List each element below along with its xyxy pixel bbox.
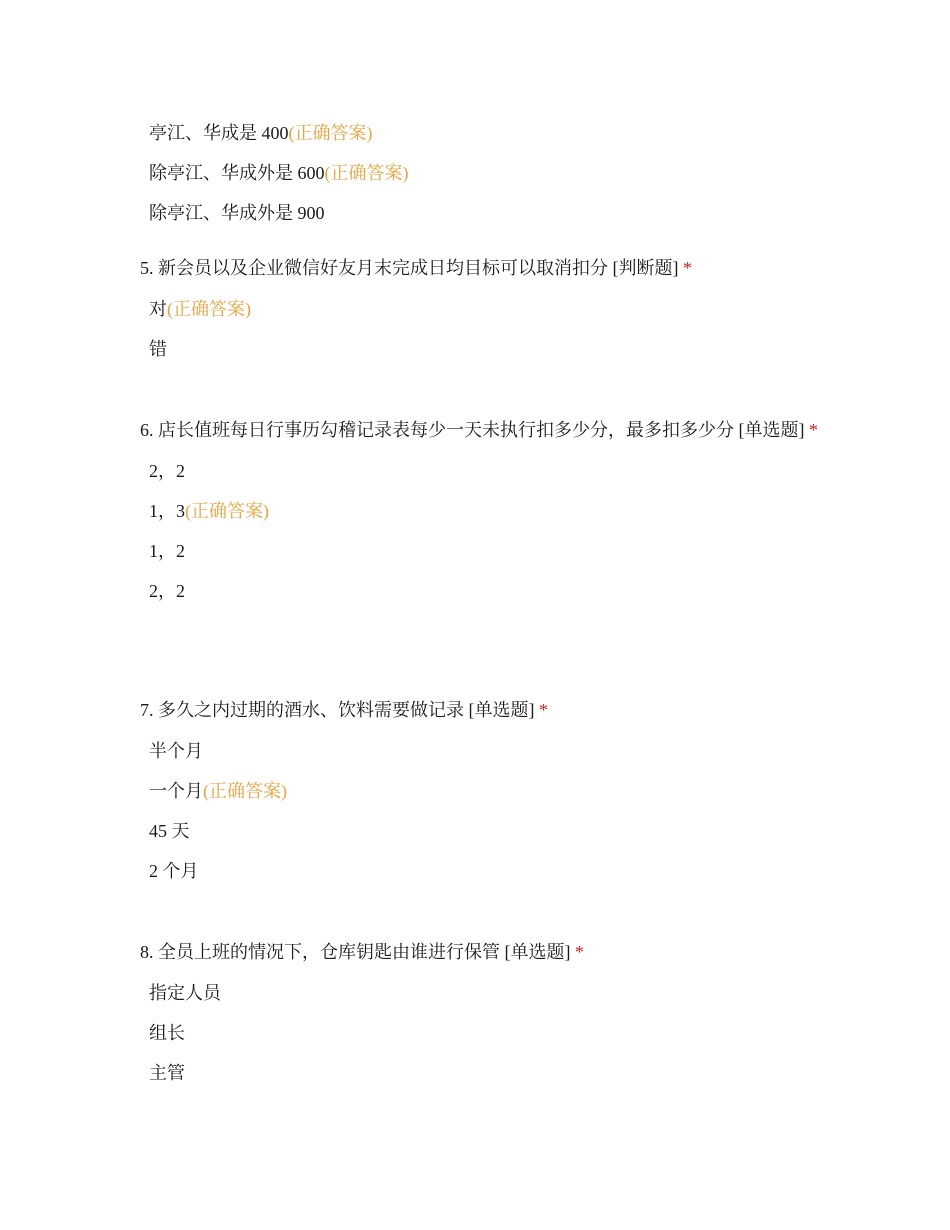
option-item [149,737,820,777]
option-item [149,537,820,577]
option-item [149,295,820,335]
question-title-text: 7. 多久之内过期的酒水、饮料需要做记录 [单选题] [140,700,535,720]
question-options [149,457,820,617]
option-item [149,119,409,159]
option-text: 亭江、华成是 400 [149,123,289,143]
option-item [149,857,820,897]
correct-answer-tag: (正确答案) [288,123,373,143]
option-text: 2，2 [149,461,185,481]
question-title-text: 5. 新会员以及企业微信好友月末完成日均目标可以取消扣分 [判断题] [140,258,679,278]
option-item [149,1019,820,1059]
option-item [149,335,820,375]
option-item [149,817,820,857]
correct-answer-tag: (正确答案) [203,781,287,801]
option-text: 主管 [149,1063,185,1083]
question-title-text: 8. 全员上班的情况下，仓库钥匙由谁进行保管 [单选题] [140,942,571,962]
option-item [149,979,820,1019]
option-text: 45 天 [149,821,190,841]
option-text: 组长 [149,1023,185,1043]
question-8 [140,933,820,1099]
option-text: 对 [149,299,167,319]
option-text: 2 个月 [149,861,199,881]
question-title [140,411,820,449]
option-text: 除亭江、华成外是 600 [149,163,325,183]
question-options [149,737,820,897]
question-title [140,249,820,287]
question-4-options [149,119,409,239]
option-item [149,199,409,239]
required-mark: * [809,420,818,440]
question-title [140,933,820,971]
option-item [149,457,820,497]
question-options [149,979,820,1099]
question-7 [140,691,820,897]
required-mark: * [539,700,548,720]
correct-answer-tag: (正确答案) [167,299,251,319]
option-text: 一个月 [149,781,203,801]
correct-answer-tag: (正确答案) [324,163,409,183]
option-text: 指定人员 [149,983,221,1003]
option-text: 1，3 [149,501,185,521]
option-item [149,577,820,617]
option-text: 错 [149,339,167,359]
question-options [149,295,820,375]
required-mark: * [683,258,692,278]
option-item [149,1059,820,1099]
question-6 [140,411,820,617]
required-mark: * [575,942,584,962]
option-item [149,159,409,199]
option-text: 1，2 [149,541,185,561]
question-title [140,691,820,729]
option-item [149,777,820,817]
correct-answer-tag: (正确答案) [185,501,269,521]
question-title-text: 6. 店长值班每日行事历勾稽记录表每少一天未执行扣多少分，最多扣多少分 [单选题] [140,420,805,440]
option-item [149,497,820,537]
question-5 [140,249,820,375]
option-text: 除亭江、华成外是 900 [149,203,325,223]
option-text: 半个月 [149,741,203,761]
option-text: 2，2 [149,581,185,601]
